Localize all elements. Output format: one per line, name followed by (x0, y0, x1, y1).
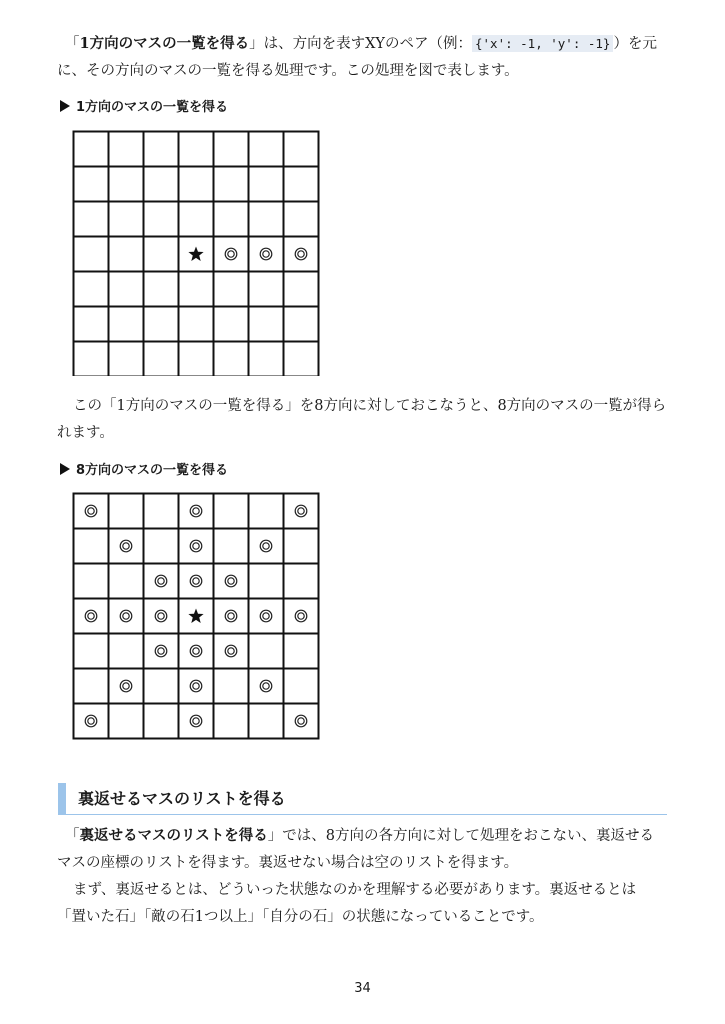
double-circle-icon (225, 248, 237, 260)
star-icon (188, 247, 203, 261)
board-cell (249, 202, 284, 237)
figure2-caption: 8方向のマスの一覧を得る (60, 459, 228, 478)
double-circle-icon (295, 505, 307, 517)
board-cell (109, 669, 144, 704)
board-cell (249, 564, 284, 599)
board-cell (249, 307, 284, 342)
board-cell (109, 132, 144, 167)
figure2-board (72, 492, 322, 740)
board-cell (74, 307, 109, 342)
board-cell (144, 307, 179, 342)
board-cell (109, 202, 144, 237)
double-circle-icon (120, 540, 132, 552)
section-p1-line-2: マスの座標のリストを得ます。裏返せない場合は空のリストを得ます。 (57, 855, 519, 871)
double-circle-icon (190, 645, 202, 657)
board-cell (74, 669, 109, 704)
board-cell (144, 634, 179, 669)
middle-paragraph (57, 393, 667, 447)
board-cell (109, 272, 144, 307)
board-cell (214, 202, 249, 237)
board-cell (179, 342, 214, 377)
board-cell (249, 669, 284, 704)
board-cell (74, 494, 109, 529)
board-cell (214, 634, 249, 669)
board-cell (144, 167, 179, 202)
board-cell (249, 599, 284, 634)
board-cell (179, 529, 214, 564)
double-circle-icon (295, 248, 307, 260)
board-cell (179, 704, 214, 739)
middle-line-1: この「1方向のマスの一覧を得る」を8方向に対しておこなうと、8方向のマスの一覧が得ら (73, 398, 667, 414)
double-circle-icon (260, 610, 272, 622)
page-number: 34 (354, 981, 371, 996)
board-cell (214, 237, 249, 272)
double-circle-icon (155, 610, 167, 622)
board-cell (249, 132, 284, 167)
board-cell (74, 272, 109, 307)
double-circle-icon (190, 715, 202, 727)
board-cell (179, 669, 214, 704)
double-circle-icon (260, 540, 272, 552)
board-cell (109, 237, 144, 272)
section-p2-line-1: まず、裏返せるとは、どういった状態なのかを理解する必要があります。裏返せるとは (73, 882, 637, 898)
board-cell (179, 132, 214, 167)
board-cell (284, 342, 319, 377)
board-cell (74, 202, 109, 237)
double-circle-icon (225, 645, 237, 657)
board-cell (74, 564, 109, 599)
double-circle-icon (295, 715, 307, 727)
board-cell (74, 704, 109, 739)
board-cell (109, 704, 144, 739)
board-cell (249, 704, 284, 739)
board-cell (249, 529, 284, 564)
triangle-bullet-icon (60, 463, 70, 475)
board-cell (179, 202, 214, 237)
board-cell (284, 202, 319, 237)
board-cell (144, 202, 179, 237)
board-cell (214, 132, 249, 167)
board-cell (214, 494, 249, 529)
figure1-grid (72, 130, 322, 376)
middle-line-2: れます。 (57, 425, 114, 441)
direction-code-example: {'x': -1, 'y': -1} (472, 35, 613, 52)
board-cell (144, 564, 179, 599)
board-cell (144, 342, 179, 377)
intro-line-1: 「1方向のマスの一覧を得る」は、方向を表すXYのペア（例： {'x': -1, 'y': -1} ）を元 (65, 35, 657, 52)
board-cell (109, 342, 144, 377)
board-cell (144, 132, 179, 167)
board-cell (284, 599, 319, 634)
board-cell (144, 669, 179, 704)
board-cell (249, 342, 284, 377)
double-circle-icon (120, 610, 132, 622)
intro-paragraph (57, 30, 667, 85)
double-circle-icon (260, 680, 272, 692)
board-cell (179, 634, 214, 669)
double-circle-icon (155, 645, 167, 657)
section-p1-line-1: 「裏返せるマスのリストを得る」では、8方向の各方向に対して処理をおこない、裏返せる (65, 827, 654, 844)
board-cell (214, 342, 249, 377)
board-cell (74, 342, 109, 377)
board-cell (214, 167, 249, 202)
board-cell (214, 669, 249, 704)
figure2-grid (72, 492, 322, 740)
board-cell (249, 237, 284, 272)
board-cell (109, 307, 144, 342)
board-cell (179, 564, 214, 599)
board-cell (109, 634, 144, 669)
board-cell (249, 634, 284, 669)
board-cell (249, 494, 284, 529)
board-cell (284, 564, 319, 599)
board-cell (144, 494, 179, 529)
board-cell (109, 529, 144, 564)
board-cell (179, 307, 214, 342)
board-cell (214, 599, 249, 634)
board-cell (284, 634, 319, 669)
board-cell (144, 704, 179, 739)
double-circle-icon (190, 575, 202, 587)
section-heading: 裏返せるマスのリストを得る (58, 783, 667, 815)
double-circle-icon (85, 505, 97, 517)
board-cell (249, 272, 284, 307)
board-cell (284, 167, 319, 202)
intro-line-2: に、その方向のマスの一覧を得る処理です。この処理を図で表します。 (57, 63, 519, 79)
board-cell (249, 167, 284, 202)
double-circle-icon (190, 540, 202, 552)
board-cell (214, 529, 249, 564)
board-cell (214, 704, 249, 739)
board-cell (109, 564, 144, 599)
board-cell (284, 132, 319, 167)
board-cell (214, 564, 249, 599)
board-cell (144, 529, 179, 564)
double-circle-icon (190, 505, 202, 517)
double-circle-icon (260, 248, 272, 260)
board-cell (284, 272, 319, 307)
board-cell (109, 167, 144, 202)
board-cell (284, 704, 319, 739)
board-cell (284, 237, 319, 272)
figure1-caption: 1方向のマスの一覧を得る (60, 96, 228, 115)
figure1-board (72, 130, 322, 376)
board-cell (284, 494, 319, 529)
board-cell (74, 167, 109, 202)
double-circle-icon (225, 610, 237, 622)
board-cell (74, 237, 109, 272)
double-circle-icon (85, 610, 97, 622)
board-cell (284, 669, 319, 704)
section-p2-line-2: 「置いた石」「敵の石1つ以上」「自分の石」の状態になっていることです。 (57, 909, 544, 925)
double-circle-icon (190, 680, 202, 692)
board-cell (284, 529, 319, 564)
board-cell (144, 599, 179, 634)
star-icon (188, 609, 203, 623)
section-paragraph-1 (57, 822, 667, 931)
double-circle-icon (295, 610, 307, 622)
board-cell (144, 272, 179, 307)
board-cell (109, 494, 144, 529)
board-cell (74, 634, 109, 669)
section-bold-term: 裏返せるマスのリストを得る (79, 827, 268, 844)
board-cell (179, 272, 214, 307)
triangle-bullet-icon (60, 100, 70, 112)
intro-bold-term: 1方向のマスの一覧を得る (79, 35, 250, 52)
board-cell (109, 599, 144, 634)
board-cell (214, 272, 249, 307)
board-cell (74, 599, 109, 634)
board-cell (74, 529, 109, 564)
double-circle-icon (155, 575, 167, 587)
board-cell (214, 307, 249, 342)
board-cell (179, 167, 214, 202)
board-cell (74, 132, 109, 167)
board-cell (179, 494, 214, 529)
board-cell (284, 307, 319, 342)
board-cell (144, 237, 179, 272)
double-circle-icon (225, 575, 237, 587)
double-circle-icon (85, 715, 97, 727)
double-circle-icon (120, 680, 132, 692)
